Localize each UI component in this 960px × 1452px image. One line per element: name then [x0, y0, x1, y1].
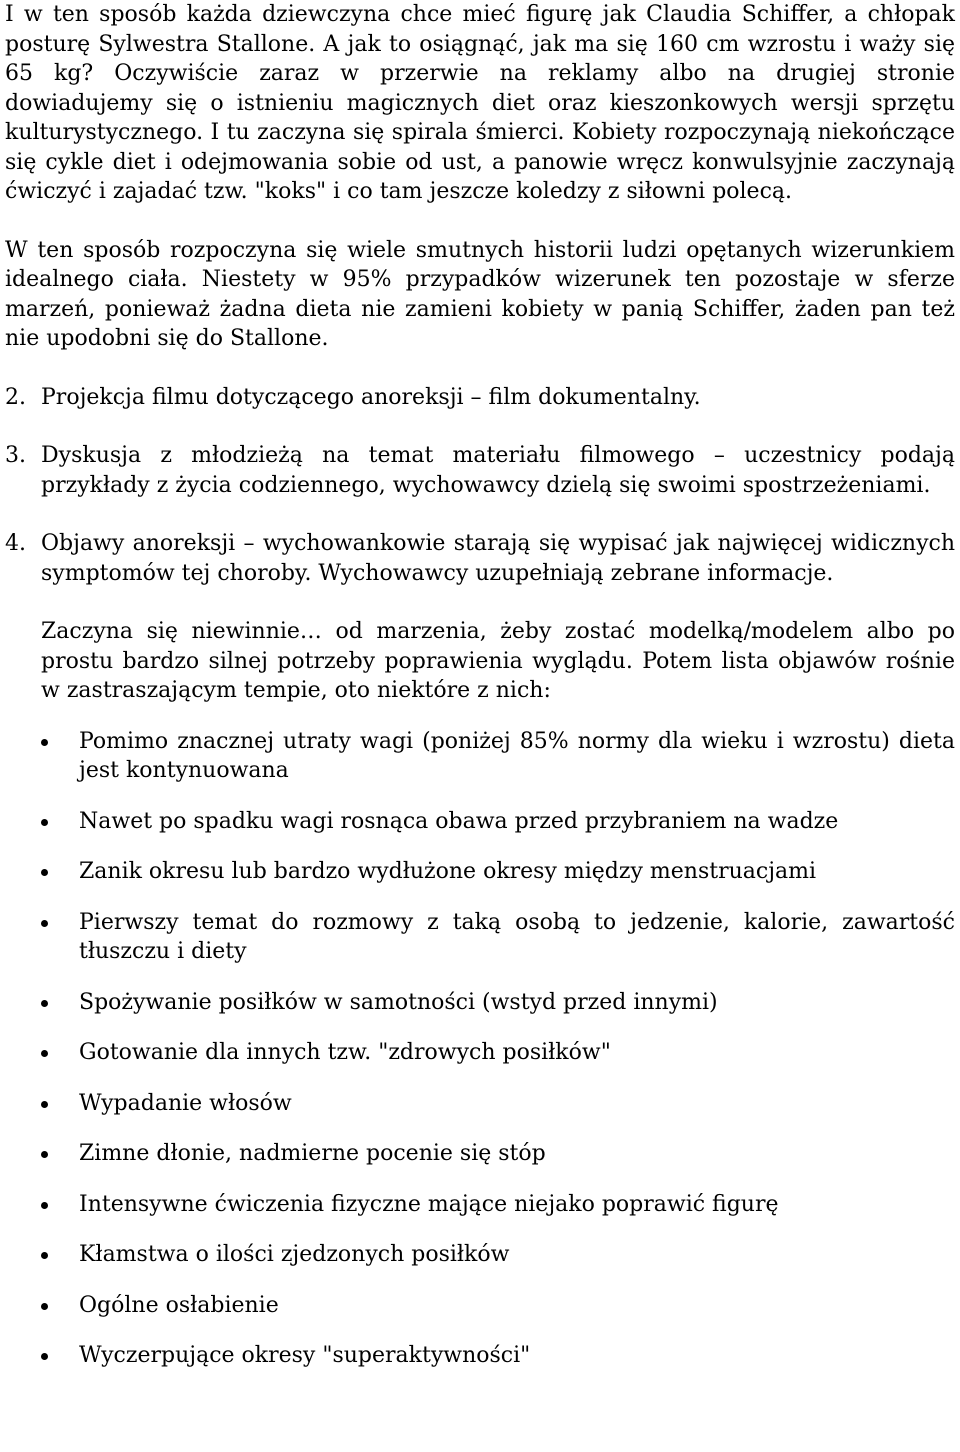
- bullet-icon: [5, 1089, 79, 1119]
- item-text: Projekcja filmu dotyczącego anoreksji – film dokumentalny.: [41, 384, 701, 410]
- list-item-text: Pomimo znacznej utraty wagi (poniżej 85% normy dla wieku i wzrostu) dieta jest kontynuowana: [79, 728, 955, 783]
- numbered-item-2: [5, 383, 955, 413]
- bullet-icon: [5, 727, 79, 786]
- list-item: [5, 727, 955, 786]
- list-item-text: Intensywne ćwiczenia fizyczne mające niejako poprawić figurę: [79, 1191, 779, 1217]
- item-number: 4.: [5, 531, 26, 556]
- list-item: [5, 1089, 955, 1119]
- list-item-text: Zanik okresu lub bardzo wydłużone okresy między menstruacjami: [79, 859, 817, 884]
- numbered-item-3: [5, 441, 955, 500]
- item-text: Objawy anoreksji – wychowankowie starają się wypisać jak najwięcej widicznych symptomów tej choroby. Wychowawcy uzupełniają zebrane informacje.: [41, 531, 955, 586]
- bullet-icon: [5, 1190, 79, 1220]
- list-item: [5, 1240, 955, 1270]
- list-item: [5, 1139, 955, 1169]
- list-item: [5, 988, 955, 1018]
- bullet-icon: [5, 1291, 79, 1321]
- list-item-text: Ogólne osłabienie: [79, 1292, 279, 1318]
- list-item: [5, 908, 955, 967]
- bullet-icon: [5, 1139, 79, 1169]
- list-item-text: Gotowanie dla innych tzw. "zdrowych posiłków": [79, 1040, 611, 1065]
- list-item-text: Pierwszy temat do rozmowy z taką osobą to jedzenie, kalorie, zawartość tłuszczu i diety: [79, 909, 955, 964]
- list-item: [5, 1190, 955, 1220]
- bullet-icon: [5, 1038, 79, 1068]
- list-item: [5, 807, 955, 837]
- numbered-item-4: [5, 529, 955, 588]
- list-item-text: Wyczerpujące okresy "superaktywności": [79, 1343, 531, 1368]
- list-item: [5, 1038, 955, 1068]
- bullet-icon: [5, 1240, 79, 1270]
- list-item: [5, 1341, 955, 1371]
- bullet-icon: [5, 807, 79, 837]
- item-number: 2.: [5, 384, 26, 410]
- list-item-text: Zimne dłonie, nadmierne pocenie się stóp: [79, 1141, 546, 1166]
- list-item-text: Spożywanie posiłków w samotności (wstyd przed innymi): [79, 989, 718, 1015]
- list-item: [5, 1291, 955, 1321]
- paragraph-intro-figure: I w ten sposób każda dziewczyna chce mieć figurę jak Claudia Schiffer, a chłopak posturę Sylwestra Stallone. A jak to osiągnąć, jak ma się 160 cm wzrostu i waży się 65 kg? Oczywiście zaraz w przerwie na reklamy albo na drugiej stronie dowiadujemy się o istnieniu magicznych diet oraz kieszonkowych wersji sprzętu kulturystycznego. I tu zaczyna się spirala śmierci. Kobiety rozpoczynają niekończące się cykle diet i odejmowania sobie od ust, a panowie wręcz konwulsyjnie zaczynają ćwiczyć i zajadać tzw. "koks" i co tam jeszcze koledzy z siłowni polecą.: [5, 2, 955, 204]
- list-item-text: Nawet po spadku wagi rosnąca obawa przed przybraniem na wadze: [79, 808, 839, 834]
- item-text: Dyskusja z młodzieżą na temat materiału filmowego – uczestnicy podają przykłady z życia codziennego, wychowawcy dzielą się swoimi spostrzeżeniami.: [41, 443, 955, 498]
- paragraph-symptoms-intro: Zaczyna się niewinnie… od marzenia, żeby zostać modelką/modelem albo po prostu bardzo silnej potrzeby poprawienia wyglądu. Potem lista objawów rośnie w zastraszającym tempie, oto niektóre z nich:: [41, 619, 955, 703]
- bullet-icon: [5, 1341, 79, 1371]
- bullet-icon: [5, 908, 79, 967]
- list-item-text: Kłamstwa o ilości zjedzonych posiłków: [79, 1242, 510, 1267]
- bullet-icon: [5, 857, 79, 887]
- bullet-icon: [5, 988, 79, 1018]
- paragraph-sad-stories: W ten sposób rozpoczyna się wiele smutnych historii ludzi opętanych wizerunkiem idealnego ciała. Niestety w 95% przypadków wizerunek ten pozostaje w sferze marzeń, ponieważ żadna dieta nie zamieni kobiety w panią Schiffer, żaden pan też nie upodobni się do Stallone.: [5, 237, 955, 351]
- list-item-text: Wypadanie włosów: [79, 1090, 292, 1116]
- item-number: 3.: [5, 443, 26, 468]
- symptoms-list: [5, 727, 955, 1371]
- list-item: [5, 857, 955, 887]
